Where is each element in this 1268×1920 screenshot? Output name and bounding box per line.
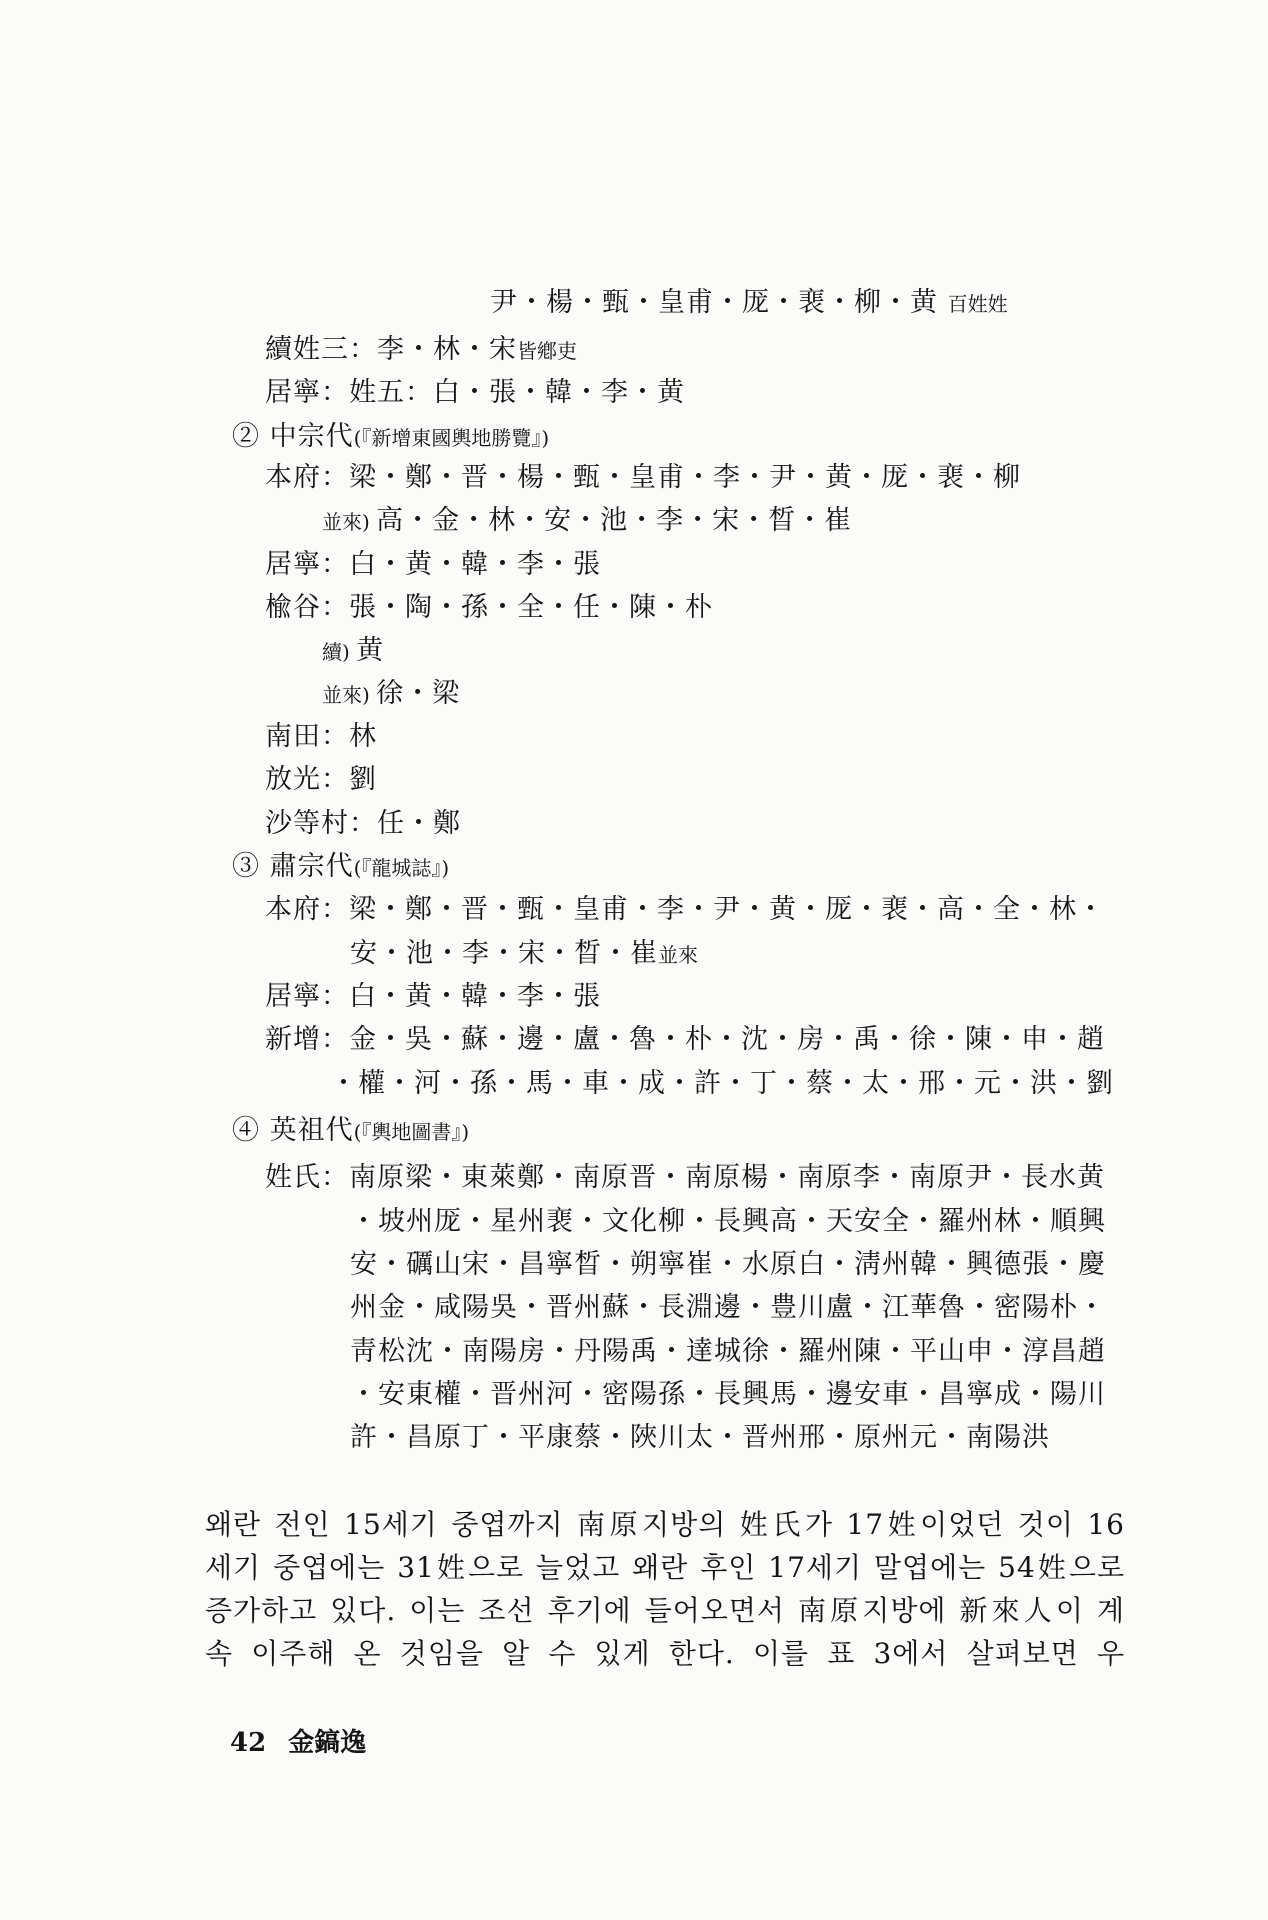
section-heading: ② 中宗代(『新增東國輿地勝覽』) — [232, 421, 550, 452]
body-paragraph — [205, 1503, 1125, 1675]
text-line: 居寧：白・黄・韓・李・張 — [265, 549, 601, 580]
text-line: 安・池・李・宋・晳・崔並來 — [350, 938, 698, 969]
text-line: 姓氏：南原梁・東萊鄭・南原晋・南原楊・南原李・南原尹・長水黄 — [265, 1162, 1105, 1193]
text-line: 沙等村：任・鄭 — [265, 808, 461, 839]
section-heading: ④ 英祖代(『輿地圖書』) — [232, 1115, 470, 1146]
text-line: 居寧：白・黄・韓・李・張 — [265, 981, 601, 1012]
text-line: 南田：林 — [265, 721, 377, 752]
text-line: 並來) 徐・梁 — [322, 678, 461, 709]
text-line: 安・礪山宋・昌寧晳・朔寧崔・水原白・淸州韓・興德張・慶 — [350, 1249, 1106, 1280]
text-line: 續) 黄 — [322, 635, 385, 666]
text-line: ・坡州厐・星州裵・文化柳・長興高・天安全・羅州林・順興 — [350, 1206, 1106, 1237]
author-name: 金鎬逸 — [288, 1728, 367, 1758]
text-line: 本府：梁・鄭・晋・甄・皇甫・李・尹・黄・厐・裵・高・全・林・ — [265, 894, 1105, 925]
text-line: 居寧：姓五：白・張・韓・李・黄 — [265, 377, 685, 408]
text-line: 州金・咸陽吳・晋州蘇・長淵邊・豊川盧・江華魯・密陽朴・ — [350, 1292, 1106, 1323]
text-line: 楡谷：張・陶・孫・全・任・陳・朴 — [265, 592, 713, 623]
text-line: 許・昌原丁・平康蔡・陜川太・晋州邢・原州元・南陽洪 — [350, 1422, 1050, 1453]
text-line: 放光：劉 — [265, 764, 377, 795]
paragraph-line: 세기 중엽에는 31姓으로 늘었고 왜란 후인 17세기 말엽에는 54姓으로 — [205, 1551, 1125, 1584]
text-line: 續姓三：李・林・宋皆鄕吏 — [265, 334, 577, 365]
text-line: ・安東權・晋州河・密陽孫・長興馬・邊安車・昌寧成・陽川 — [350, 1379, 1106, 1410]
text-line: 靑松沈・南陽房・丹陽禹・達城徐・羅州陳・平山申・淳昌趙 — [350, 1336, 1106, 1367]
text-line: 並來) 高・金・林・安・池・李・宋・晳・崔 — [322, 505, 853, 536]
text-line: ・權・河・孫・馬・車・成・許・丁・蔡・太・邢・元・洪・劉 — [330, 1068, 1114, 1099]
text-line: 本府：梁・鄭・晋・楊・甄・皇甫・李・尹・黄・厐・裵・柳 — [265, 462, 1021, 493]
paragraph-line: 증가하고 있다. 이는 조선 후기에 들어오면서 南原지방에 新來人이 계 — [205, 1594, 1125, 1627]
paragraph-line: 왜란 전인 15세기 중엽까지 南原지방의 姓氏가 17姓이었던 것이 16 — [205, 1508, 1125, 1541]
page-number: 42 — [230, 1728, 267, 1758]
paragraph-line: 속 이주해 온 것임을 알 수 있게 한다. 이를 표 3에서 살펴보면 우 — [205, 1637, 1125, 1670]
text-line: 新增：金・吳・蘇・邊・盧・魯・朴・沈・房・禹・徐・陳・申・趙 — [265, 1024, 1105, 1055]
section-heading: ③ 肅宗代(『龍城誌』) — [232, 851, 450, 882]
page-footer — [230, 1722, 366, 1759]
text-line: 尹・楊・甄・皇甫・厐・裵・柳・黄 百姓姓 — [490, 287, 1008, 318]
